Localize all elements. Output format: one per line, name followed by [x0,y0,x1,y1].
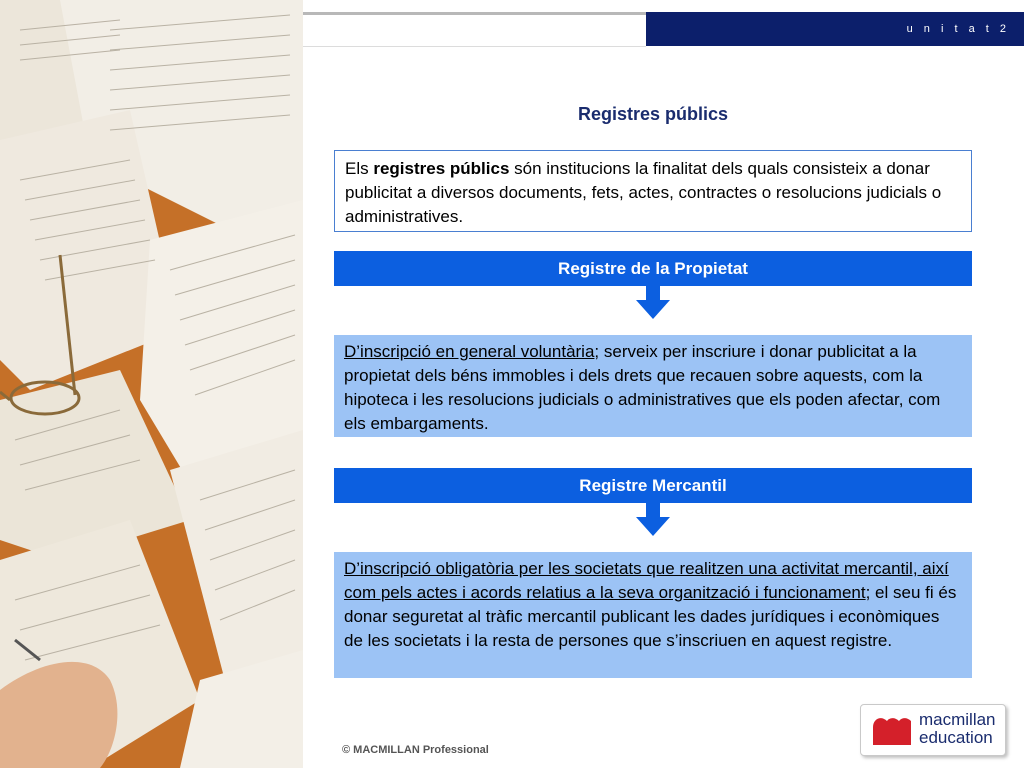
down-arrow-icon [636,503,670,537]
description-rest: ; el seu fi és donar seguretat al tràfic mercantil publicant les dades jurídiques i econòmiques de les societats i la resta de persones que s’inscriuen en aquest registre. [344,583,957,650]
copyright-footer: © MACMILLAN Professional [342,744,489,756]
section-description-propietat [334,335,972,437]
description-underlined: D’inscripció en general voluntària [344,342,595,361]
background-photo [0,0,303,768]
header-left-panel [303,15,646,47]
description-underlined: D’inscripció obligatòria per les societats que realitzen una activitat mercantil, així com pels actes i acords relatius a la seva organització i funcionament [344,559,949,602]
down-arrow-icon [636,286,670,320]
header-bar [646,12,1024,46]
section-description-mercantil [334,552,972,678]
macmillan-logo [860,704,1006,756]
page-title: Registres públics [577,104,729,124]
intro-bold-term: registres públics [373,159,510,178]
macmillan-logo-icon [871,713,913,747]
section-header-propietat: Registre de la Propietat [334,251,972,286]
logo-text [919,711,996,747]
intro-definition-box [334,150,972,232]
intro-prefix: Els [345,159,374,178]
description-rest: ; serveix per inscriure i donar publicitat a la propietat dels béns immobles i dels drets que recauen sobre aquests, com la hipoteca i les resolucions judicials o administratives que els poden afectar, com els embargaments. [344,342,941,433]
unit-label: u n i t a t 2 [906,23,1010,35]
logo-line-1: macmillan [919,710,996,729]
logo-line-2: education [919,728,993,747]
intro-suffix: són institucions la finalitat dels quals consisteix a donar publicitat a diversos documents, fets, actes, contractes o resolucions judicials o administratives. [345,159,942,226]
section-header-mercantil: Registre Mercantil [334,468,972,503]
